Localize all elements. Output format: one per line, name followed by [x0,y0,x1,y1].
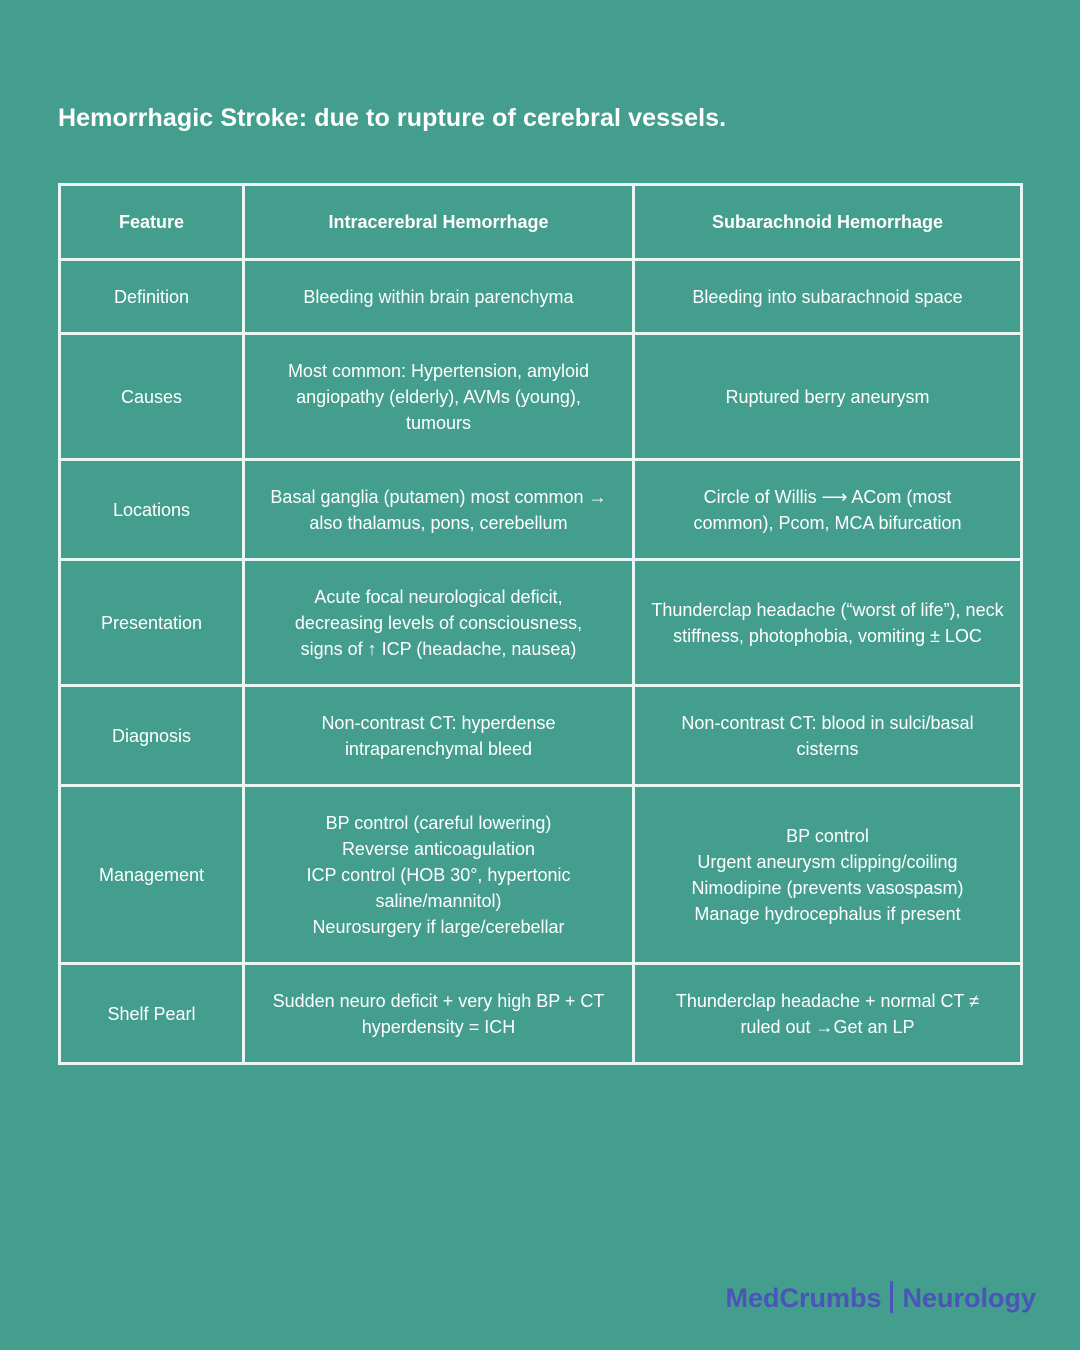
ich-cell [244,786,634,964]
ich-cell [244,260,634,334]
table-row [60,460,1022,560]
feature-cell: Management [60,786,244,964]
sah-cell [634,460,1022,560]
sah-line: Manage hydrocephalus if present [694,903,961,924]
sah-cell [634,334,1022,460]
table-row [60,334,1022,460]
table-row [60,964,1022,1064]
sah-text: Circle of Willis ⟶ ACom (most common), Pcom, MCA bifurcation [693,486,962,533]
brand-section: Neurology [902,1283,1036,1313]
ich-cell [244,964,634,1064]
ich-cell [244,460,634,560]
ich-text: Most common: Hypertension, amyloid angiopathy (elderly), AVMs (young), tumours [287,360,590,433]
sah-line: Nimodipine (prevents vasospasm) [691,877,964,898]
brand-footer [725,1281,1036,1314]
table-row [60,786,1022,964]
header-intracerebral: Intracerebral Hemorrhage [244,185,634,260]
feature-cell: Locations [60,460,244,560]
sah-cell [634,786,1022,964]
feature-cell: Presentation [60,560,244,686]
feature-cell: Shelf Pearl [60,964,244,1064]
feature-cell: Causes [60,334,244,460]
sah-line: Urgent aneurysm clipping/coiling [697,851,958,872]
brand-name: MedCrumbs [725,1283,882,1313]
page-title: Hemorrhagic Stroke: due to rupture of cerebral vessels. [58,104,727,132]
feature-cell: Definition [60,260,244,334]
ich-text: Basal ganglia (putamen) most common → also thalamus, pons, cerebellum [270,486,607,533]
table-header-row [60,185,1022,260]
ich-text: Sudden neuro deficit + very high BP + CT hyperdensity = ICH [272,990,605,1037]
sah-cell [634,560,1022,686]
table-row [60,560,1022,686]
sah-text: Non-contrast CT: blood in sulci/basal cisterns [681,712,974,759]
ich-line: Reverse anticoagulation [341,838,536,859]
sah-cell [634,964,1022,1064]
sah-line: BP control [786,825,869,846]
sah-text: Ruptured berry aneurysm [725,386,930,407]
ich-text: Non-contrast CT: hyperdense intraparenchymal bleed [321,712,556,759]
ich-text: Acute focal neurological deficit, decreasing levels of consciousness, signs of ↑ ICP (headache, nausea) [294,586,583,659]
table-row [60,686,1022,786]
sah-cell [634,260,1022,334]
ich-cell [244,560,634,686]
ich-line: BP control (careful lowering) [325,812,552,833]
feature-cell: Diagnosis [60,686,244,786]
sah-cell [634,686,1022,786]
footer-divider [890,1281,893,1313]
table-row [60,260,1022,334]
sah-text: Thunderclap headache (“worst of life”), neck stiffness, photophobia, vomiting ± LOC [651,599,1004,646]
ich-cell [244,334,634,460]
ich-line: Neurosurgery if large/cerebellar [312,916,565,937]
comparison-table [58,183,1023,1065]
ich-cell [244,686,634,786]
ich-line: ICP control (HOB 30°, hypertonic saline/mannitol) [306,864,571,911]
ich-text: Bleeding within brain parenchyma [303,286,574,307]
header-feature: Feature [60,185,244,260]
header-subarachnoid: Subarachnoid Hemorrhage [634,185,1022,260]
sah-text: Bleeding into subarachnoid space [692,286,963,307]
sah-text: Thunderclap headache + normal CT ≠ ruled out →Get an LP [675,990,980,1037]
